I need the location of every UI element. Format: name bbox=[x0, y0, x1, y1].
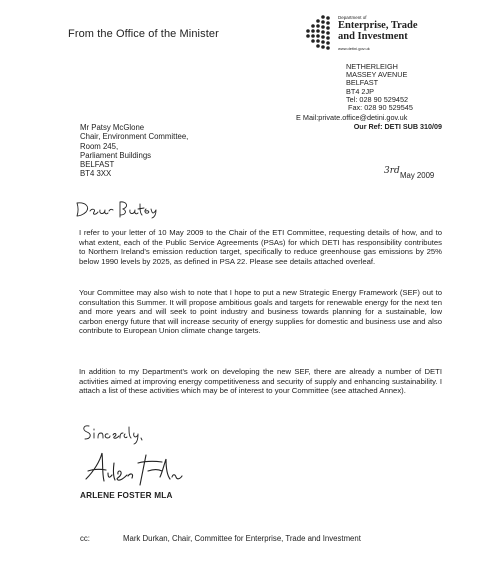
department-label: Department of bbox=[338, 15, 367, 20]
recipient-line: Mr Patsy McGlone bbox=[80, 123, 145, 132]
body-paragraph-2: Your Committee may also wish to note that I hope to put a new Strategic Energy Framework (SEF) out to consultation this Summer. It will propose ambitious goals and targets for renewable energy for the next ten and more years and will seek to point industry and business towards planning for a sustainable, low carbon energy future that will increase security of energy supplies for domestic and business use and also contribute to European Union climate change targets. bbox=[79, 288, 442, 336]
department-name-line2: and Investment bbox=[338, 31, 408, 42]
recipient-line: Parliament Buildings bbox=[80, 150, 152, 160]
department-website: www.detini.gov.uk bbox=[338, 46, 370, 51]
address-line: BELFAST bbox=[346, 78, 379, 88]
address-line: BT4 2JP bbox=[346, 86, 374, 96]
recipient-line: Room 245, bbox=[80, 141, 119, 151]
from-office-line: From the Office of the Minister bbox=[68, 28, 219, 40]
cc-label: cc: bbox=[80, 534, 90, 543]
telephone: Tel: 028 90 529452 bbox=[346, 95, 409, 104]
recipient-line: BT4 3XX bbox=[80, 169, 112, 179]
cc-recipient: Mark Durkan, Chair, Committee for Enterprise, Trade and Investment bbox=[123, 534, 361, 543]
recipient-address bbox=[80, 123, 188, 179]
address-line: NETHERLEIGH bbox=[346, 62, 398, 71]
sender-contact bbox=[346, 96, 413, 112]
fax: Fax: 028 90 529545 bbox=[348, 103, 413, 113]
handwritten-day: 3rd bbox=[384, 166, 400, 176]
signature bbox=[82, 449, 192, 489]
department-logo-icon bbox=[302, 14, 332, 52]
letter-date: May 2009 bbox=[400, 171, 435, 180]
department-name bbox=[338, 20, 418, 42]
handwritten-salutation bbox=[74, 199, 164, 219]
recipient-line: BELFAST bbox=[80, 160, 115, 170]
body-paragraph-3: In addition to my Department's work on developing the new SEF, there are already a number of DETI activities aimed at improving energy competitiveness and security of supply and enhancing sustainability. I attach a list of these activities which may be of interest to your Committee (see attached Annex). bbox=[79, 367, 442, 396]
signatory-name: ARLENE FOSTER MLA bbox=[80, 491, 173, 500]
sender-address bbox=[346, 63, 407, 96]
address-line: MASSEY AVENUE bbox=[346, 70, 408, 80]
body-paragraph-1: I refer to your letter of 10 May 2009 to the Chair of the ETI Committee, requesting details of how, and to what extent, each of the Public Service Agreements (PSAs) for which DETI has responsibility contributes to Northern Ireland's emission reduction target, specifically to reduce greenhouse gas emissions by 25% below 1990 levels by 2025, as defined in PSA 22. Please see details attached overleaf. bbox=[79, 228, 442, 266]
handwritten-closing bbox=[80, 422, 150, 446]
department-name-line1: Enterprise, Trade bbox=[338, 20, 418, 31]
email: E Mail:private.office@detini.gov.uk bbox=[296, 113, 408, 122]
recipient-line: Chair, Environment Committee, bbox=[80, 132, 189, 142]
our-reference: Our Ref: DETI SUB 310/09 bbox=[353, 122, 442, 131]
